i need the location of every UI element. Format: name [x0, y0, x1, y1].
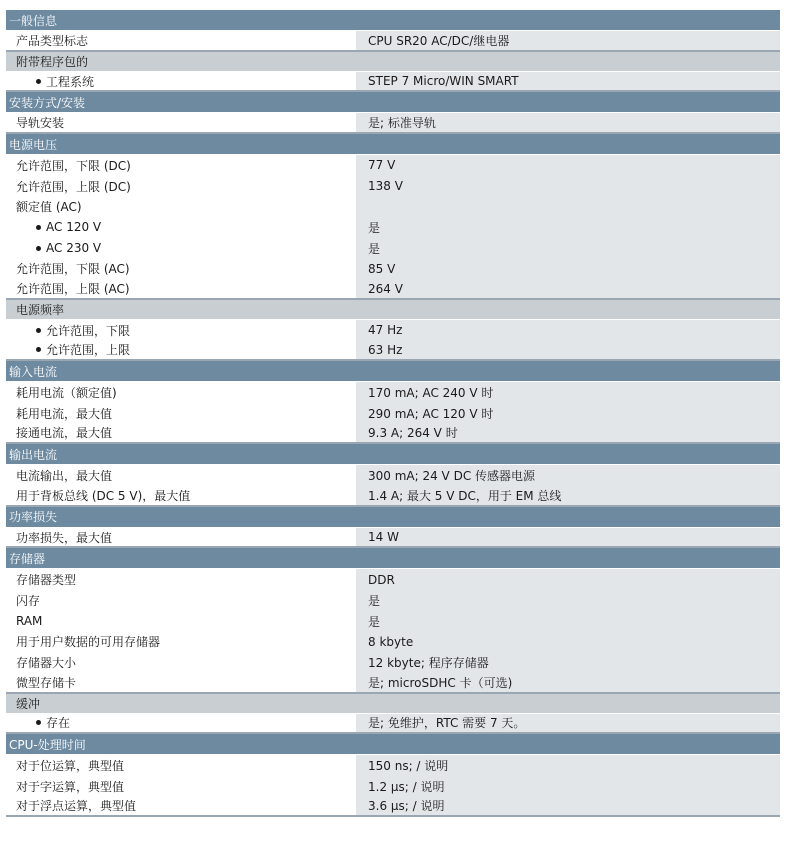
spec-value: 3.6 μs; / 说明 [356, 797, 780, 816]
spec-value: 是 [356, 238, 780, 259]
spec-label-text: 耗用电流，最大值 [16, 406, 113, 421]
section-header [6, 134, 780, 155]
spec-row [6, 611, 780, 632]
spec-value: STEP 7 Micro/WIN SMART [356, 72, 780, 91]
section-title: CPU-处理时间 [9, 737, 86, 752]
spec-value: 170 mA; AC 240 V 时 [356, 382, 780, 403]
spec-label-text: 额定值 (AC) [16, 200, 82, 215]
spec-row [6, 341, 780, 362]
section-title: 缓冲 [16, 696, 41, 711]
spec-label-text: 存储器类型 [16, 573, 77, 588]
section-title: 输出电流 [9, 447, 58, 462]
spec-value: 是; 标准导轨 [356, 113, 780, 132]
spec-row [6, 259, 780, 280]
spec-label [6, 652, 356, 673]
subsection-header [6, 52, 780, 72]
spec-row [6, 590, 780, 611]
spec-value: CPU SR20 AC/DC/继电器 [356, 31, 780, 50]
spec-label-text: 对于浮点运算，典型值 [16, 799, 137, 814]
spec-value: 1.4 A; 最大 5 V DC，用于 EM 总线 [356, 486, 780, 505]
section-header [6, 548, 780, 569]
spec-label [6, 320, 356, 341]
section-header [6, 444, 780, 465]
spec-value: 是 [356, 611, 780, 632]
spec-row [6, 652, 780, 673]
section-header [6, 734, 780, 755]
spec-row [6, 714, 780, 735]
spec-label-text: 闪存 [16, 593, 41, 608]
spec-row [6, 465, 780, 486]
spec-label-text: 产品类型标志 [16, 33, 89, 48]
section-title: 存储器 [9, 551, 46, 566]
spec-row [6, 424, 780, 445]
spec-row [6, 155, 780, 176]
spec-value: 是; 免维护，RTC 需要 7 天。 [356, 714, 780, 733]
spec-row [6, 217, 780, 238]
bullet-icon [36, 225, 41, 230]
spec-row [6, 797, 780, 818]
spec-label-text: RAM [16, 614, 43, 629]
spec-label [6, 259, 356, 280]
spec-label-text: 用于背板总线 (DC 5 V)，最大值 [16, 488, 191, 503]
spec-value: 300 mA; 24 V DC 传感器电源 [356, 465, 780, 486]
spec-value: 是 [356, 590, 780, 611]
spec-label-text: 电流输出，最大值 [16, 469, 113, 484]
spec-label [6, 776, 356, 797]
spec-label [6, 176, 356, 197]
spec-label [6, 611, 356, 632]
spec-label-text: 工程系统 [46, 74, 95, 89]
spec-label [6, 217, 356, 238]
spec-label [6, 528, 356, 547]
spec-value: 264 V [356, 279, 780, 298]
spec-label [6, 196, 356, 217]
spec-label-text: 接通电流，最大值 [16, 426, 113, 441]
spec-label [6, 279, 356, 298]
spec-value: DDR [356, 569, 780, 590]
spec-label-text: 微型存储卡 [16, 675, 77, 690]
spec-value: 150 ns; / 说明 [356, 755, 780, 776]
spec-row [6, 528, 780, 549]
bullet-icon [36, 347, 41, 352]
spec-row [6, 673, 780, 694]
spec-label-text: 存储器大小 [16, 655, 77, 670]
spec-label-text: 允许范围，上限 (AC) [16, 282, 130, 297]
spec-row [6, 72, 780, 93]
spec-label-text: 允许范围，上限 [46, 343, 131, 358]
spec-row [6, 320, 780, 341]
section-title: 一般信息 [9, 13, 58, 28]
spec-label [6, 631, 356, 652]
spec-label [6, 31, 356, 50]
spec-value: 是; microSDHC 卡（可选) [356, 673, 780, 692]
section-title: 安装方式/安装 [9, 95, 86, 110]
spec-value: 8 kbyte [356, 631, 780, 652]
spec-label [6, 714, 356, 733]
spec-value: 47 Hz [356, 320, 780, 341]
spec-table [6, 10, 780, 817]
spec-value: 85 V [356, 259, 780, 280]
spec-value: 9.3 A; 264 V 时 [356, 424, 780, 443]
section-title: 附带程序包的 [16, 54, 89, 69]
spec-label-text: 存在 [46, 716, 71, 731]
spec-value [356, 196, 780, 217]
section-header [6, 10, 780, 31]
spec-label-text: 耗用电流（额定值) [16, 386, 117, 401]
spec-label [6, 755, 356, 776]
spec-label [6, 424, 356, 443]
spec-row [6, 238, 780, 259]
spec-row [6, 755, 780, 776]
spec-row [6, 403, 780, 424]
spec-row [6, 486, 780, 507]
bullet-icon [36, 720, 41, 725]
spec-label-text: 允许范围，上限 (DC) [16, 179, 131, 194]
spec-value: 77 V [356, 155, 780, 176]
spec-row [6, 631, 780, 652]
spec-label [6, 465, 356, 486]
spec-label [6, 590, 356, 611]
spec-label [6, 72, 356, 91]
spec-row [6, 569, 780, 590]
spec-value: 1.2 μs; / 说明 [356, 776, 780, 797]
spec-row [6, 113, 780, 134]
section-title: 功率损失 [9, 510, 58, 525]
spec-label-text: 用于用户数据的可用存储器 [16, 635, 161, 650]
spec-label [6, 341, 356, 360]
section-header [6, 507, 780, 528]
bullet-icon [36, 328, 41, 333]
spec-label-text: 允许范围，下限 (AC) [16, 262, 130, 277]
spec-value: 63 Hz [356, 341, 780, 360]
spec-label-text: 功率损失，最大值 [16, 530, 113, 545]
spec-label-text: AC 230 V [46, 241, 102, 256]
spec-value: 12 kbyte; 程序存储器 [356, 652, 780, 673]
spec-label [6, 569, 356, 590]
spec-label-text: 允许范围，下限 (DC) [16, 158, 131, 173]
section-title: 输入电流 [9, 364, 58, 379]
spec-label [6, 486, 356, 505]
subsection-header [6, 694, 780, 714]
spec-label [6, 673, 356, 692]
spec-label-text: 允许范围，下限 [46, 323, 131, 338]
spec-row [6, 176, 780, 197]
bullet-icon [36, 79, 41, 84]
spec-row [6, 31, 780, 52]
spec-label-text: 对于位运算，典型值 [16, 759, 125, 774]
spec-label [6, 238, 356, 259]
spec-value: 14 W [356, 528, 780, 547]
section-header [6, 361, 780, 382]
spec-value: 是 [356, 217, 780, 238]
spec-label [6, 797, 356, 816]
spec-value: 290 mA; AC 120 V 时 [356, 403, 780, 424]
bullet-icon [36, 246, 41, 251]
spec-label [6, 403, 356, 424]
spec-row [6, 382, 780, 403]
section-title: 电源频率 [16, 302, 65, 317]
spec-label-text: 对于字运算，典型值 [16, 779, 125, 794]
spec-row [6, 279, 780, 300]
section-header [6, 92, 780, 113]
section-title: 电源电压 [9, 137, 58, 152]
spec-label-text: 导轨安装 [16, 116, 65, 131]
spec-label [6, 382, 356, 403]
spec-value: 138 V [356, 176, 780, 197]
spec-row [6, 776, 780, 797]
subsection-header [6, 300, 780, 320]
spec-label [6, 155, 356, 176]
spec-label-text: AC 120 V [46, 220, 102, 235]
spec-row [6, 196, 780, 217]
spec-label [6, 113, 356, 132]
